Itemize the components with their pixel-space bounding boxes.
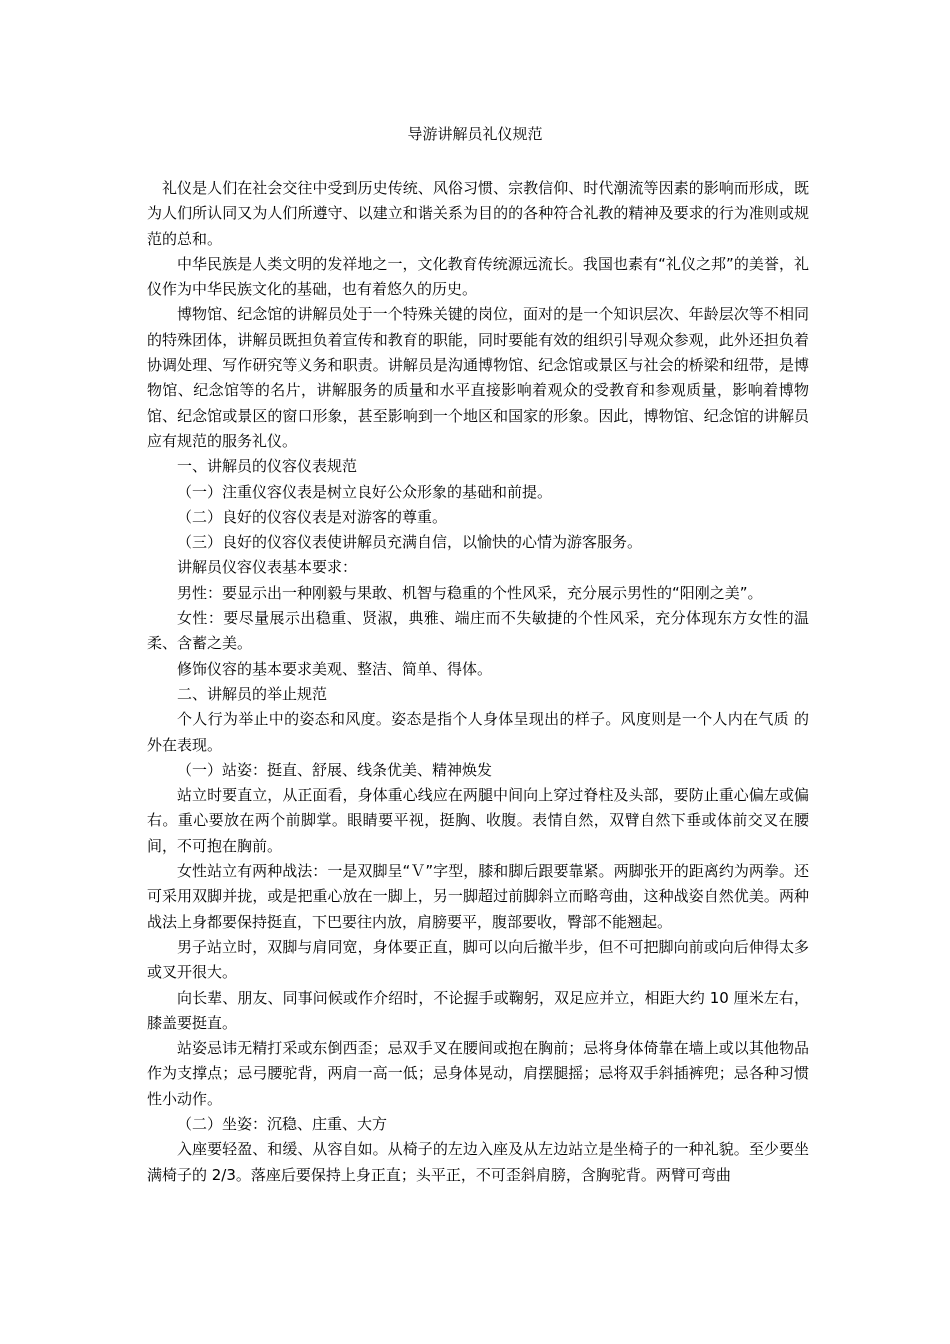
paragraph: 女性：要尽量展示出稳重、贤淑，典雅、端庄而不失敏捷的个性风采，充分体现东方女性的温柔、含蓄之美。 bbox=[147, 609, 809, 653]
paragraph: 站立时要直立，从正面看，身体重心线应在两腿中间向上穿过脊柱及头部，要防止重心偏左或偏右。重心要放在两个前脚掌。眼睛要平视，挺胸、收腹。表情自然，双臂自然下垂或体前交叉在腰间，不可抱在胸前。 bbox=[147, 786, 809, 855]
paragraph: 个人行为举止中的姿态和风度。姿态是指个人身体呈现出的样子。风度则是一个人内在气质 的外在表现。 bbox=[147, 710, 809, 754]
section-heading: 一、讲解员的仪容仪表规范 bbox=[177, 457, 358, 476]
document-title: 导游讲解员礼仪规范 bbox=[407, 125, 543, 143]
subsection-heading: （一）站姿：挺直、舒展、线条优美、精神焕发 bbox=[177, 760, 493, 779]
document-body bbox=[147, 176, 809, 1188]
list-item: （二）良好的仪容仪表是对游客的尊重。 bbox=[177, 507, 448, 526]
paragraph: 向长辈、朋友、同事问候或作介绍时，不论握手或鞠躬，双足应并立，相距大约 10 厘米左右，膝盖要挺直。 bbox=[147, 988, 809, 1032]
subsection-heading: （二）坐姿：沉稳、庄重、大方 bbox=[177, 1114, 388, 1133]
paragraph: 男性：要显示出一种刚毅与果敢、机智与稳重的个性风采，充分展示男性的“阳刚之美”。 bbox=[177, 583, 763, 602]
paragraph: 男子站立时，双脚与肩同宽，身体要正直，脚可以向后撤半步，但不可把脚向前或向后伸得太多或叉开很大。 bbox=[147, 937, 809, 982]
paragraph: 站姿忌讳无精打采或东倒西歪；忌双手叉在腰间或抱在胸前；忌将身体倚靠在墙上或以其他物品作为支撑点；忌弓腰驼背，两肩一高一低；忌身体晃动，肩摆腿摇；忌将双手斜插裤兜；忌各种习惯性小动作。 bbox=[147, 1039, 809, 1108]
section-heading: 二、讲解员的举止规范 bbox=[177, 684, 328, 703]
paragraph: 博物馆、纪念馆的讲解员处于一个特殊关键的岗位，面对的是一个知识层次、年龄层次等不相同的特殊团体，讲解员既担负着宣传和教育的职能，同时要能有效的组织引导观众参观，此外还担负着协调处理、写作研究等义务和职责。讲解员是沟通博物馆、纪念馆或景区与社会的桥梁和纽带，是博物馆、纪念馆等的名片，讲解服务的质量和水平直接影响着观众的受教育和参观质量，影响着博物馆、纪念馆或景区的窗口形象，甚至影响到一个地区和国家的形象。因此，博物馆、纪念馆的讲解员应有规范的服务礼仪。 bbox=[147, 305, 809, 450]
paragraph: 中华民族是人类文明的发祥地之一，文化教育传统源远流长。我国也素有“礼仪之邦”的美誉，礼仪作为中华民族文化的基础，也有着悠久的历史。 bbox=[147, 254, 809, 299]
paragraph: 讲解员仪容仪表基本要求： bbox=[177, 558, 358, 577]
paragraph: 修饰仪容的基本要求美观、整洁、简单、得体。 bbox=[177, 659, 493, 678]
list-item: （三）良好的仪容仪表使讲解员充满自信，以愉快的心情为游客服务。 bbox=[177, 533, 643, 552]
paragraph-intro: 礼仪是人们在社会交往中受到历史传统、风俗习惯、宗教信仰、时代潮流等因素的影响而形成，既为人们所认同又为人们所遵守、以建立和谐关系为目的的各种符合礼教的精神及要求的行为准则或规范的总和。 bbox=[147, 179, 809, 248]
paragraph: 入座要轻盈、和缓、从容自如。从椅子的左边入座及从左边站立是坐椅子的一种礼貌。至少要坐满椅子的 2/3。落座后要保持上身正直；头平正，不可歪斜肩膀，含胸驼背。两臂可弯曲 bbox=[147, 1140, 809, 1184]
paragraph: 女性站立有两种战法：一是双脚呈“Ｖ”字型，膝和脚后跟要靠紧。两脚张开的距离约为两拳。还可采用双脚并拢，或是把重心放在一脚上，另一脚超过前脚斜立而略弯曲，这种战姿自然优美。两种战法上身都要保持挺直，下巴要往内放，肩膀要平，腹部要收，臀部不能翘起。 bbox=[147, 862, 809, 931]
list-item: （一）注重仪容仪表是树立良好公众形象的基础和前提。 bbox=[177, 482, 553, 501]
